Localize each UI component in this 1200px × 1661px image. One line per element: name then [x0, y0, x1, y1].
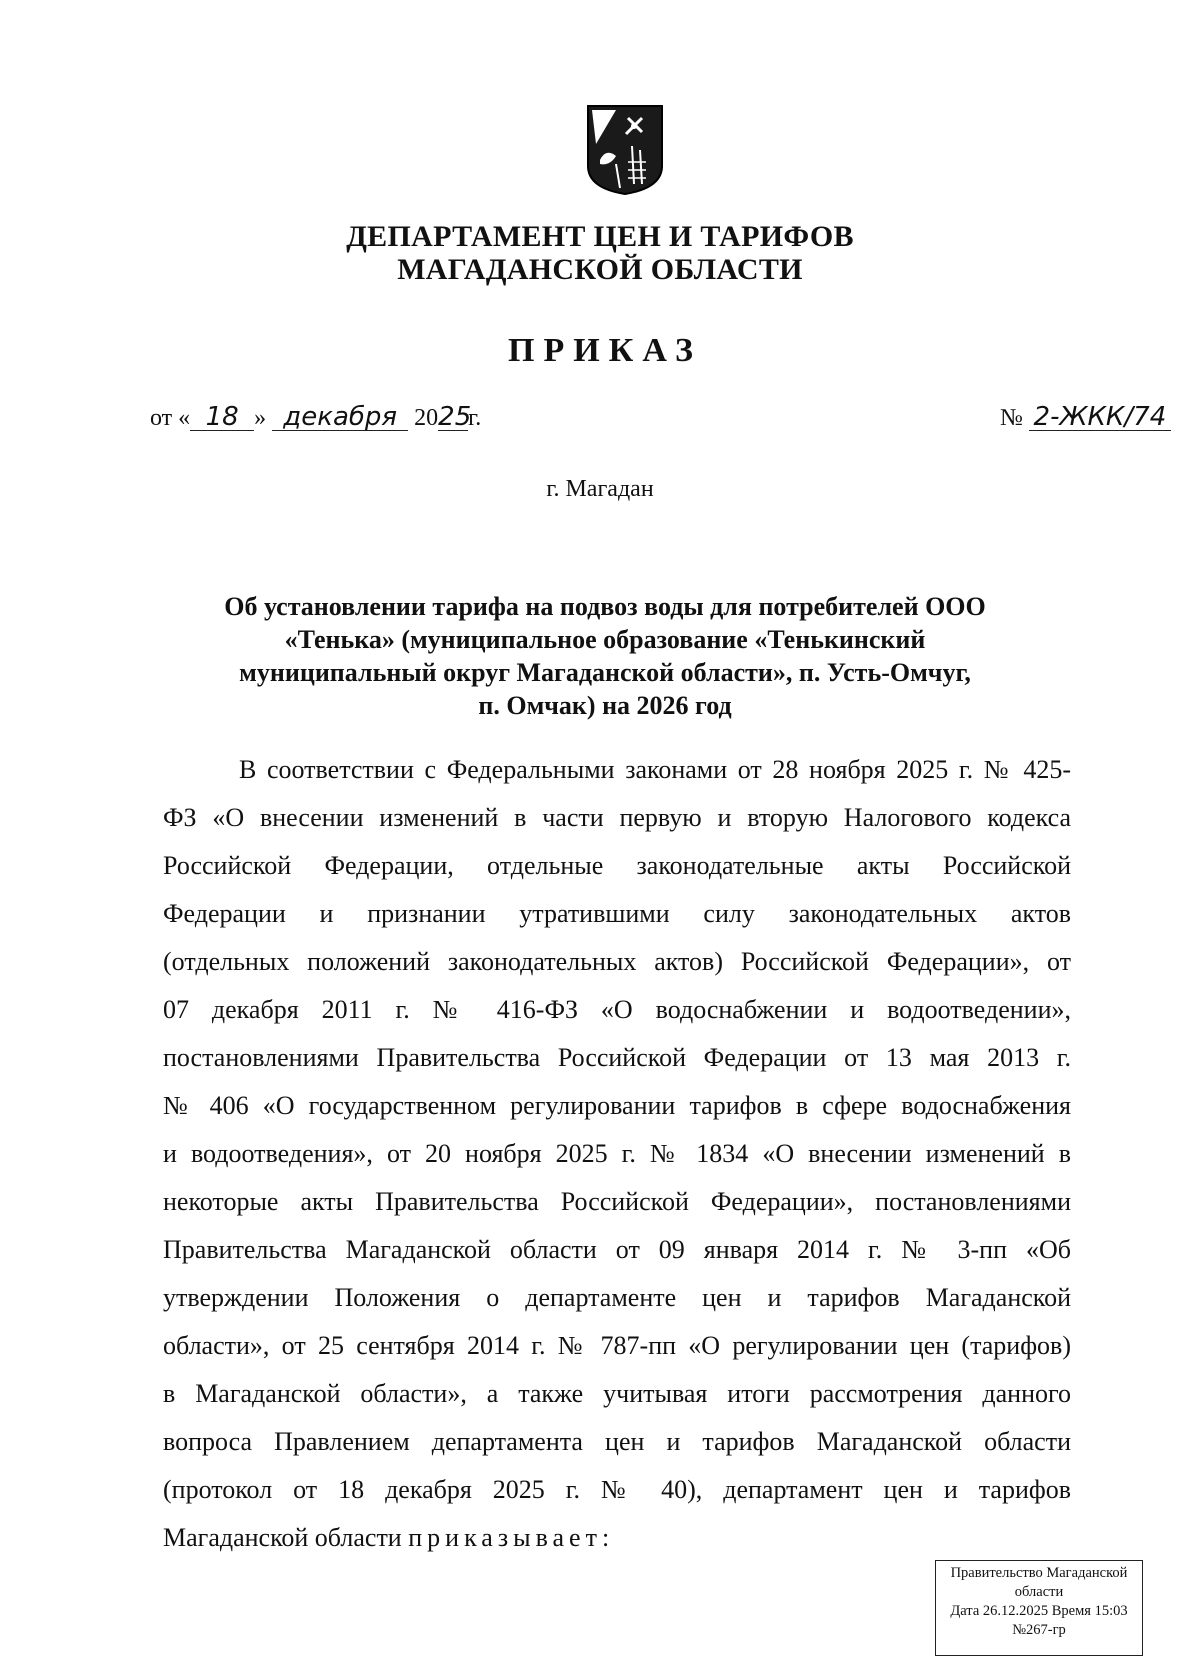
- body-line: в Магаданской области», а также учитывая итоги рассмотрения данного: [163, 1379, 1071, 1408]
- city: г. Магадан: [546, 476, 654, 502]
- order-number: [1000, 404, 1171, 432]
- title-line: Об установлении тарифа на подвоз воды для потребителей ООО: [224, 592, 986, 621]
- stamp-date-time: Дата 26.12.2025 Время 15:03: [950, 1603, 1128, 1619]
- body-line: Российской Федерации, отдельные законодательные акты Российской: [163, 851, 1071, 880]
- order-body: [163, 752, 1071, 1568]
- stamp-line2: области: [1014, 1584, 1064, 1600]
- title-line: муниципальный округ Магаданской области», п. Усть-Омчуг,: [239, 658, 971, 687]
- body-line: Федерации и признании утратившими силу законодательных актов: [163, 899, 1071, 928]
- document-type-heading: ПРИКАЗ: [508, 332, 702, 369]
- stamp-number: №267-гр: [1012, 1622, 1066, 1638]
- date-prefix: от «: [150, 405, 191, 431]
- body-line: и водоотведения», от 20 ноября 2025 г. № 1834 «О внесении изменений в: [163, 1139, 1071, 1168]
- body-line: (протокол от 18 декабря 2025 г. № 40), департамент цен и тарифов: [163, 1475, 1071, 1504]
- body-line: 07 декабря 2011 г. № 416-ФЗ «О водоснабжении и водоотведении»,: [163, 995, 1071, 1024]
- date-year-end: г.: [468, 405, 482, 431]
- number-prefix: №: [1000, 405, 1023, 431]
- body-line: Правительства Магаданской области от 09 января 2014 г. № 3-пп «Об: [163, 1235, 1071, 1264]
- body-line: (отдельных положений законодательных актов) Российской Федерации», от: [163, 947, 1071, 976]
- number-value: 2-ЖКК/74: [1029, 404, 1171, 431]
- body-line: некоторые акты Правительства Российской Федерации», постановлениями: [163, 1187, 1071, 1216]
- order-date: [150, 404, 481, 432]
- stamp-line1: Правительство Магаданской: [950, 1565, 1128, 1581]
- registration-stamp: [935, 1560, 1143, 1656]
- title-line: «Тенька» (муниципальное образование «Тенькинский: [284, 625, 926, 654]
- title-line: п. Омчак) на 2026 год: [478, 691, 732, 720]
- body-last-line-prefix: Магаданской области: [163, 1523, 409, 1552]
- body-line: утверждении Положения о департаменте цен и тарифов Магаданской: [163, 1283, 1071, 1312]
- department-name-line2: МАГАДАНСКОЙ ОБЛАСТИ: [397, 253, 803, 286]
- body-line: № 406 «О государственном регулировании тарифов в сфере водоснабжения: [163, 1091, 1071, 1120]
- magadan-coat-of-arms-icon: [586, 104, 664, 196]
- date-mid: »: [254, 405, 267, 431]
- date-year-suffix: 25: [438, 402, 472, 432]
- body-line: вопроса Правлением департамента цен и тарифов Магаданской области: [163, 1427, 1071, 1456]
- department-name-line1: ДЕПАРТАМЕНТ ЦЕН И ТАРИФОВ: [346, 220, 854, 253]
- orders-word: приказывает:: [408, 1523, 615, 1552]
- body-line: ФЗ «О внесении изменений в части первую и вторую Налогового кодекса: [163, 803, 1071, 832]
- body-line: В соответствии с Федеральными законами от 28 ноября 2025 г. № 425-: [239, 755, 1071, 784]
- order-title: [150, 590, 1060, 722]
- date-day: 18: [190, 404, 254, 431]
- date-month: декабря: [272, 404, 408, 431]
- date-year-prefix: 20: [414, 405, 439, 431]
- body-line: постановлениями Правительства Российской Федерации от 13 мая 2013 г.: [163, 1043, 1071, 1072]
- body-line: области», от 25 сентября 2014 г. № 787-пп «О регулировании цен (тарифов): [163, 1331, 1071, 1360]
